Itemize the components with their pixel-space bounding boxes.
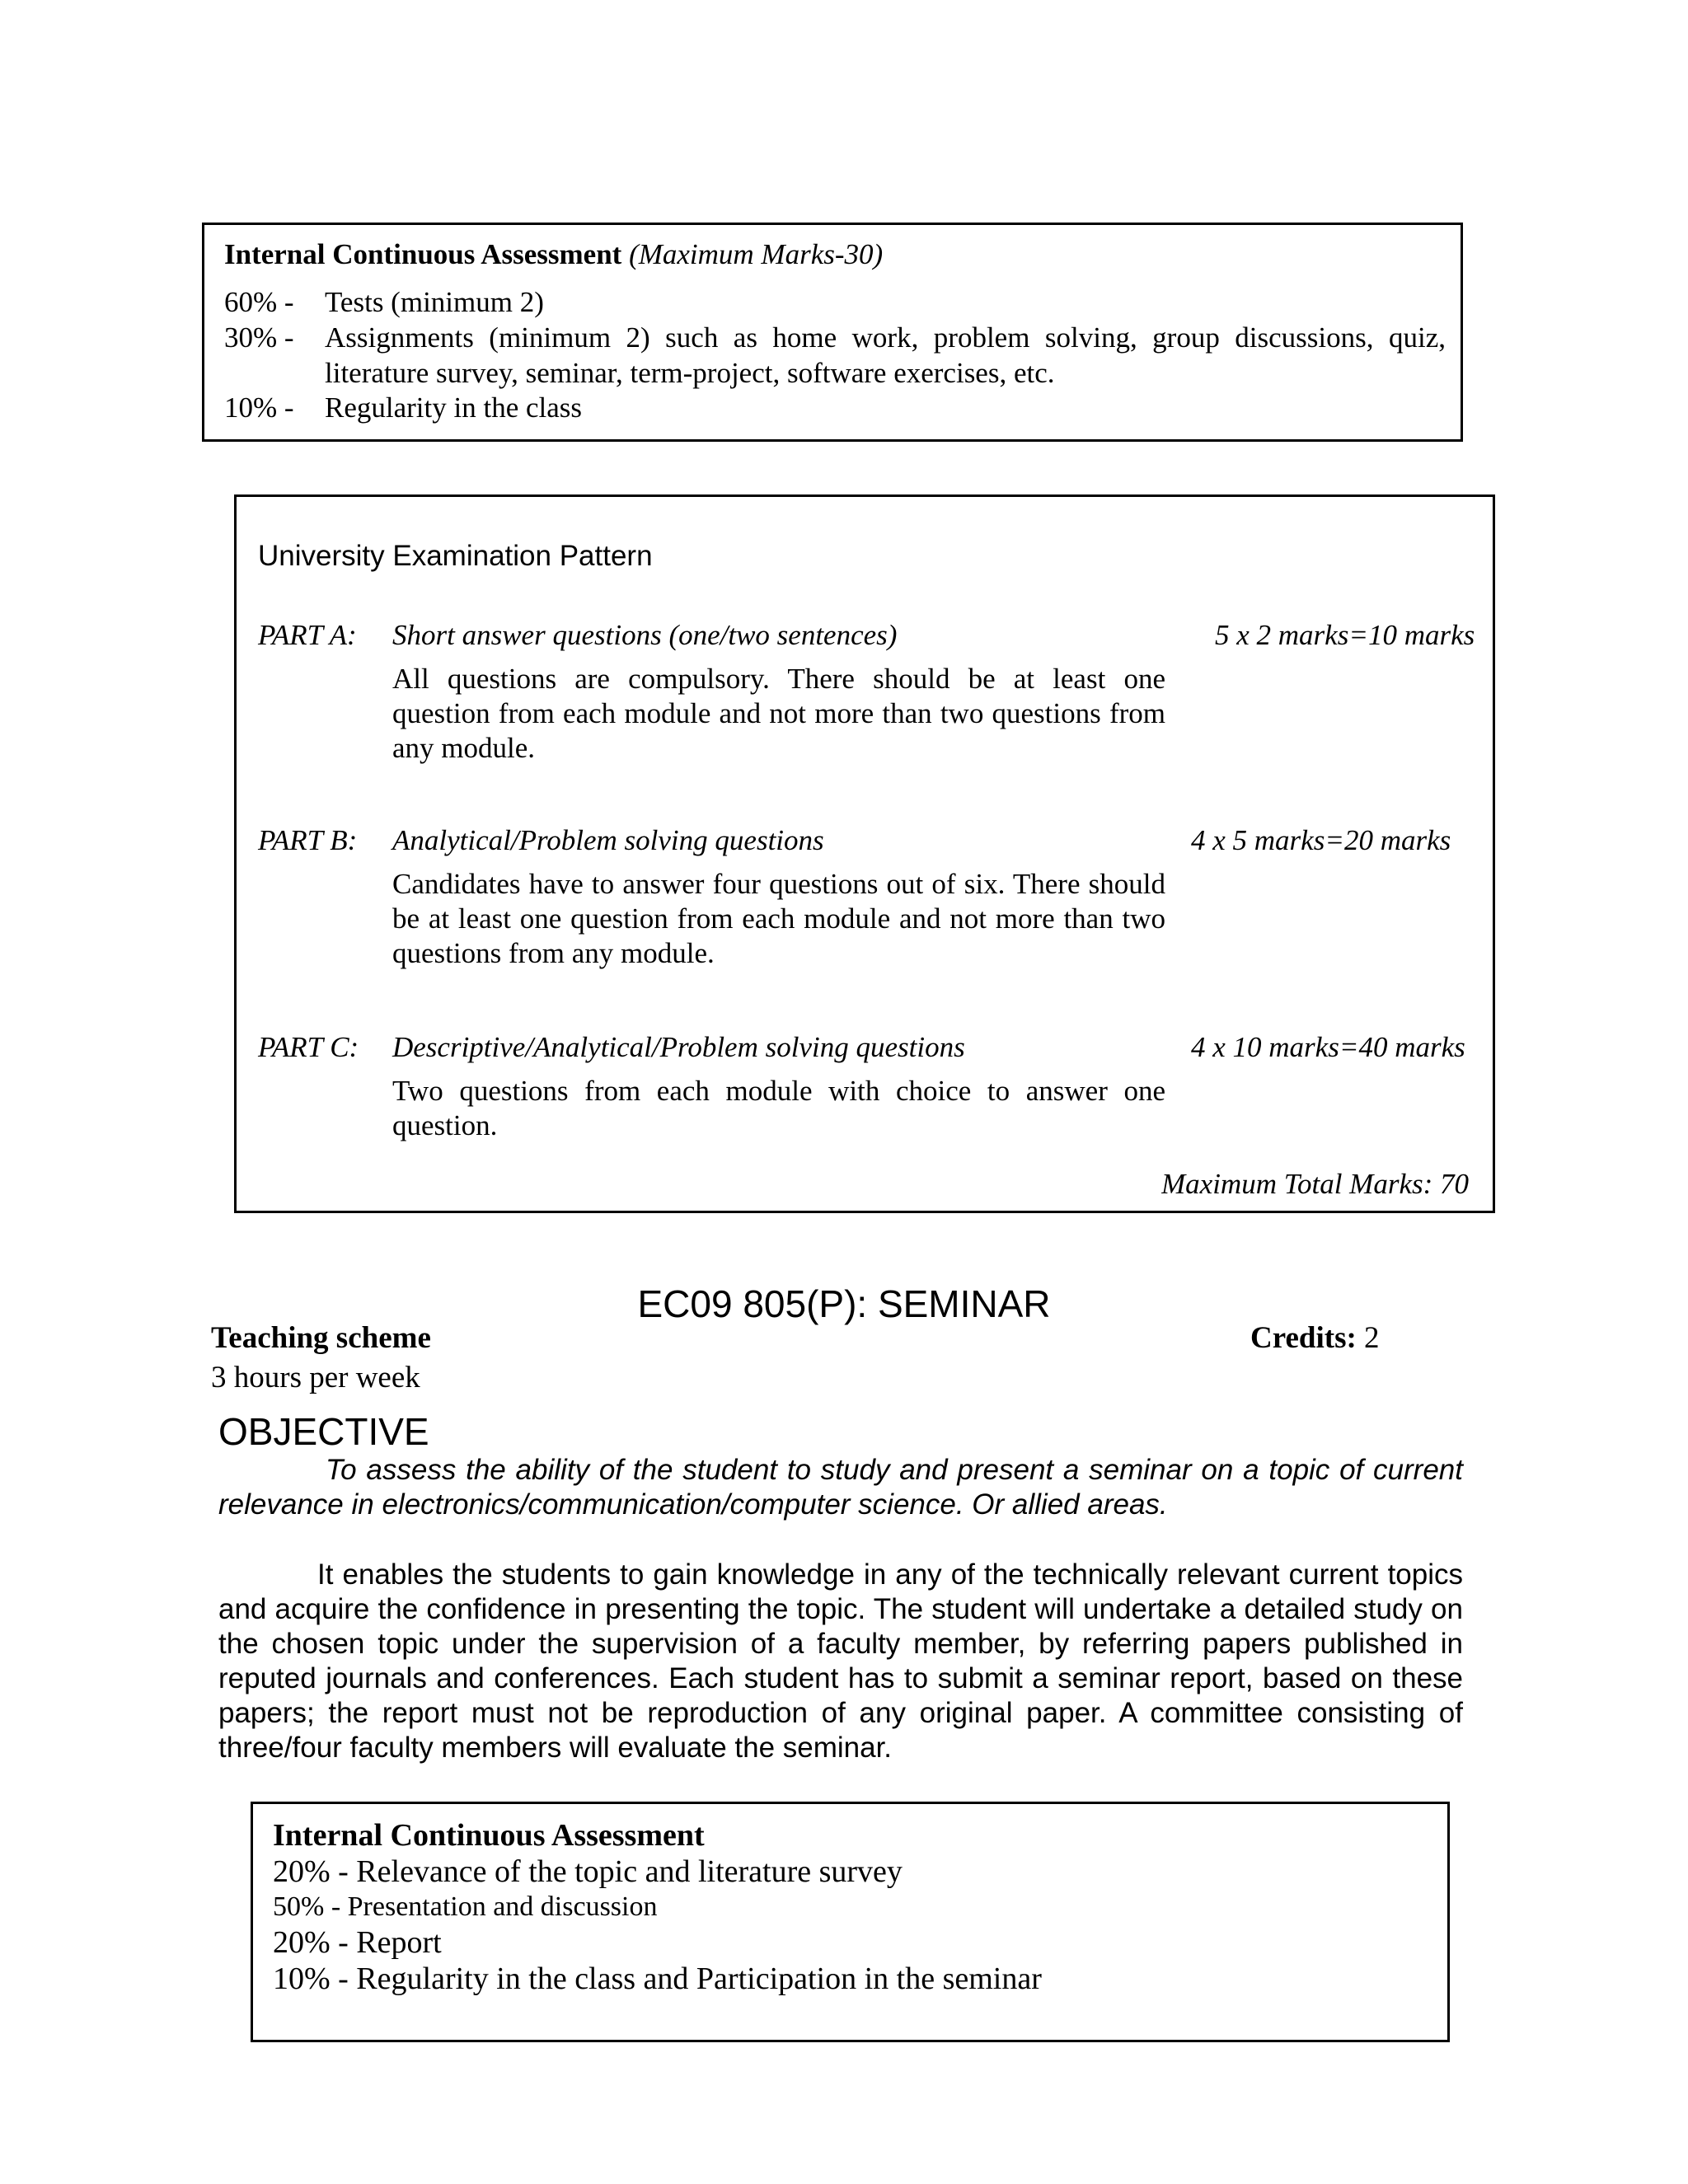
objective-text: To assess the ability of the student to study and present a seminar on a topic of current relevance in electronics/communication/computer science. Or allied areas. <box>218 1454 1463 1521</box>
seminar-assessment-title: Internal Continuous Assessment <box>273 1818 705 1853</box>
exam-pattern-heading: University Examination Pattern <box>258 540 653 572</box>
assessment-text: Tests (minimum 2) <box>325 286 544 318</box>
hours-per-week: 3 hours per week <box>211 1361 420 1394</box>
assessment-item <box>224 390 1446 425</box>
assessment-percent: 60% - <box>224 286 294 318</box>
exam-pattern-box <box>234 494 1495 1213</box>
seminar-assessment-item: 10% - Regularity in the class and Participation in the seminar <box>273 1961 1042 1996</box>
max-total-marks: Maximum Total Marks: 70 <box>1161 1168 1470 1200</box>
part-label: PART C: <box>258 1031 359 1063</box>
part-marks: 4 x 10 marks=40 marks <box>1191 1031 1465 1063</box>
teaching-scheme-label: Teaching scheme <box>211 1321 431 1355</box>
assessment-percent: 30% - <box>224 321 294 354</box>
assessment-text: Assignments (minimum 2) such as home work, problem solving, group discussions, quiz, literature survey, seminar, term-project, software exercises, etc. <box>325 321 1446 389</box>
part-description: Two questions from each module with choice to answer one question. <box>392 1075 1165 1141</box>
objective-heading: OBJECTIVE <box>218 1410 429 1453</box>
part-label: PART A: <box>258 619 357 651</box>
credits-label: Credits: <box>1250 1321 1357 1355</box>
credits-value: 2 <box>1364 1321 1380 1355</box>
part-title: Descriptive/Analytical/Problem solving questions <box>392 1031 965 1063</box>
assessment-percent: 10% - <box>224 391 294 424</box>
part-label: PART B: <box>258 824 358 856</box>
part-marks: 5 x 2 marks=10 marks <box>1215 619 1475 651</box>
part-title: Analytical/Problem solving questions <box>392 824 824 856</box>
seminar-assessment-item: 20% - Report <box>273 1925 442 1960</box>
internal-assessment-title: Internal Continuous Assessment (Maximum Marks-30) <box>224 238 884 270</box>
credits <box>1250 1320 1380 1356</box>
seminar-description: It enables the students to gain knowledge in any of the technically relevant current topics and acquire the confidence in presenting the topic. The student will undertake a detailed study on the chosen topic under the supervision of a faculty member, by referring papers published in reputed journals and conferences. Each student has to submit a seminar report, based on these papers; the report must not be reproduction of any original paper. A committee consisting of three/four faculty members will evaluate the seminar. <box>218 1558 1463 1764</box>
assessment-item <box>224 284 1446 320</box>
internal-assessment-box <box>202 223 1463 442</box>
seminar-assessment-item: 20% - Relevance of the topic and literature survey <box>273 1854 903 1889</box>
part-marks: 4 x 5 marks=20 marks <box>1191 824 1451 856</box>
seminar-assessment-item: 50% - Presentation and discussion <box>273 1891 658 1922</box>
part-description: Candidates have to answer four questions out of six. There should be at least one question from each module and not more than two questions from any module. <box>392 868 1165 969</box>
seminar-assessment-box <box>251 1802 1450 2042</box>
assessment-item <box>224 320 1446 391</box>
course-title: EC09 805(P): SEMINAR <box>637 1282 1051 1325</box>
part-description: All questions are compulsory. There should be at least one question from each module and not more than two questions from any module. <box>392 663 1165 764</box>
part-title: Short answer questions (one/two sentences) <box>392 619 898 651</box>
assessment-text: Regularity in the class <box>325 391 583 424</box>
